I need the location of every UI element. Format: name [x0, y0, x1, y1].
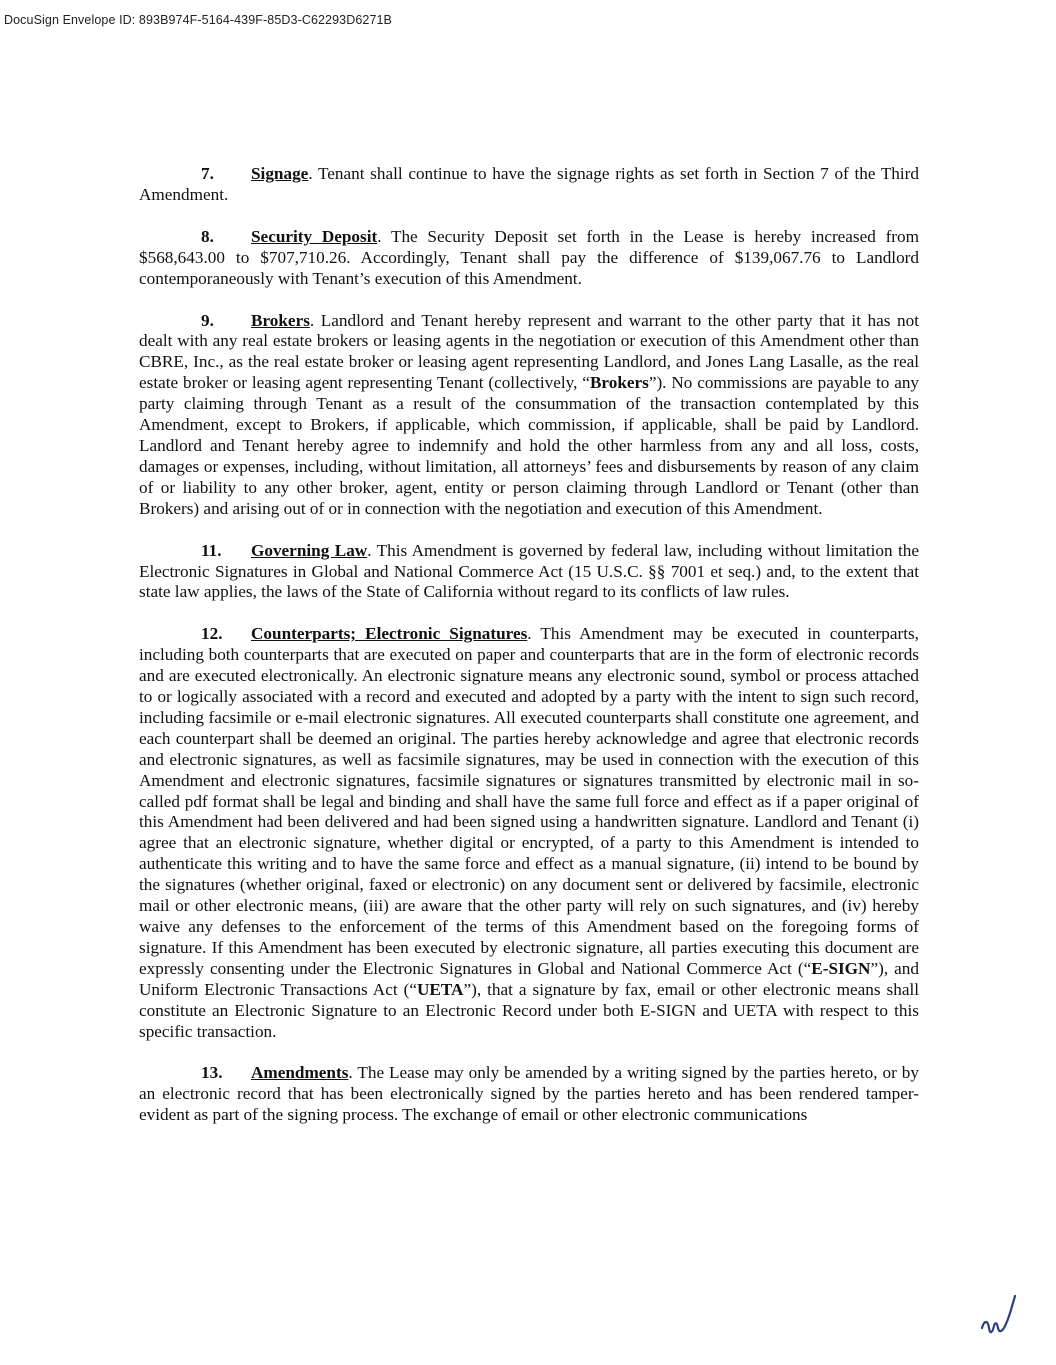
section-text: . This Amendment may be executed in counterparts, including both counterparts that are executed on paper and counterparts that are in the form of electronic records and are executed electronically. An electronic signature means any electronic sound, symbol or process attached to or logically associated with a record and executed and adopted by a party with the intent to sign such record, including facsimile or e-mail electronic signatures. All executed counterparts shall constitute one agreement, and each counterpart shall be deemed an original. The parties hereby acknowledge and agree that electronic records and electronic signatures, as well as facsimile signatures, may be used in connection with the execution of this Amendment and electronic signatures, facsimile signatures or signatures transmitted by electronic mail in so-called pdf format shall be legal and binding and shall have the same full force and effect as if a paper original of this Amendment had been delivered and had been signed using a handwritten signature. Landlord and Tenant (i) agree that an electronic signature, whether digital or encrypted, of a party to this Amendment is intended to authenticate this writing and to have the same force and effect as a manual signature, (ii) intend to be bound by the signatures (whether original, faxed or electronic) on any document sent or delivered by facsimile, electronic mail or other electronic means, (iii) are aware that the other party will rely on such signatures, and (iv) hereby waive any defenses to the enforcement of the terms of this Amendment based on the foregoing forms of signature. If this Amendment has been executed by electronic signature, all parties executing this document are expressly consenting under the Electronic Signatures in Global and National Commerce Act (“ [139, 624, 919, 978]
defined-term-esign: E-SIGN [811, 958, 871, 978]
section-text: ”). No commissions are payable to any party claiming through Tenant as a result of the consummation of the transaction contemplated by this Amendment, except to Brokers, if applicable, which commission, if applicable, shall be paid by Landlord. Landlord and Tenant hereby agree to indemnify and hold the other harmless from any and all loss, costs, damages or expenses, including, without limitation, all attorneys’ fees and disbursements by reason of any claim of or liability to any other broker, agent, entity or person claiming through Landlord or Tenant (other than Brokers) and arising out of or in connection with the negotiation and execution of this Amendment. [139, 373, 920, 518]
defined-term-brokers: Brokers [589, 373, 649, 393]
docusign-envelope-id: DocuSign Envelope ID: 893B974F-5164-439F-85D3-C62293D6271B [4, 13, 392, 27]
section-heading: Counterparts; Electronic Signatures [251, 624, 528, 644]
section-7-signage [139, 164, 919, 206]
section-text: . Tenant shall continue to have the signage rights as set forth in Section 7 of the Third Amendment. [139, 164, 919, 204]
section-text: ”), that a signature by fax, email or other electronic means shall constitute an Electronic Signature to an Electronic Record under both E-SIGN and UETA with respect to this specific transaction. [139, 979, 919, 1041]
defined-term-ueta: UETA [416, 979, 464, 999]
section-text: . The Lease may only be amended by a writing signed by the parties hereto, or by an electronic record that has been electronically signed by the parties hereto and has been rendered tamper-evident as part of the signing process. The exchange of email or other electronic communications [139, 1063, 919, 1125]
section-text: . This Amendment is governed by federal law, including without limitation the Electronic Signatures in Global and National Commerce Act (15 U.S.C. §§ 7001 et seq.) and, to the extent that state law applies, the laws of the State of California without regard to its conflicts of law rules. [139, 540, 919, 602]
section-9-brokers [139, 311, 919, 520]
section-8-security-deposit [139, 227, 919, 290]
section-number: 9. [201, 310, 214, 330]
section-13-amendments [139, 1063, 919, 1126]
section-number: 8. [201, 226, 214, 246]
section-heading: Signage [251, 164, 309, 183]
handwritten-initials-icon [978, 1290, 1026, 1342]
section-number: 12. [201, 624, 223, 644]
section-heading: Brokers [251, 310, 310, 330]
section-12-counterparts [139, 624, 919, 1042]
section-heading: Security Deposit [251, 226, 378, 246]
section-text: ”), and Uniform Electronic Transactions Act (“ [139, 958, 919, 999]
section-heading: Governing Law [251, 540, 368, 560]
section-text: . Landlord and Tenant hereby represent and warrant to the other party that it has not dealt with any real estate brokers or leasing agents in the negotiation or execution of this Amendment other than CBRE, Inc., as the real estate broker or leasing agent representing Landlord, and Jones Lang Lasalle, as the real estate broker or leasing agent representing Tenant (collectively, “ [139, 310, 919, 393]
section-number: 11. [201, 540, 222, 560]
section-11-governing-law [139, 541, 919, 604]
section-number: 13. [201, 1063, 223, 1083]
section-heading: Amendments [251, 1063, 349, 1083]
section-text: . The Security Deposit set forth in the Lease is hereby increased from $568,643.00 to $707,710.26. Accordingly, Tenant shall pay the difference of $139,067.76 to Landlord contemporaneously with Tenant’s execution of this Amendment. [139, 226, 919, 288]
section-number: 7. [201, 164, 214, 183]
document-body [139, 164, 919, 1147]
